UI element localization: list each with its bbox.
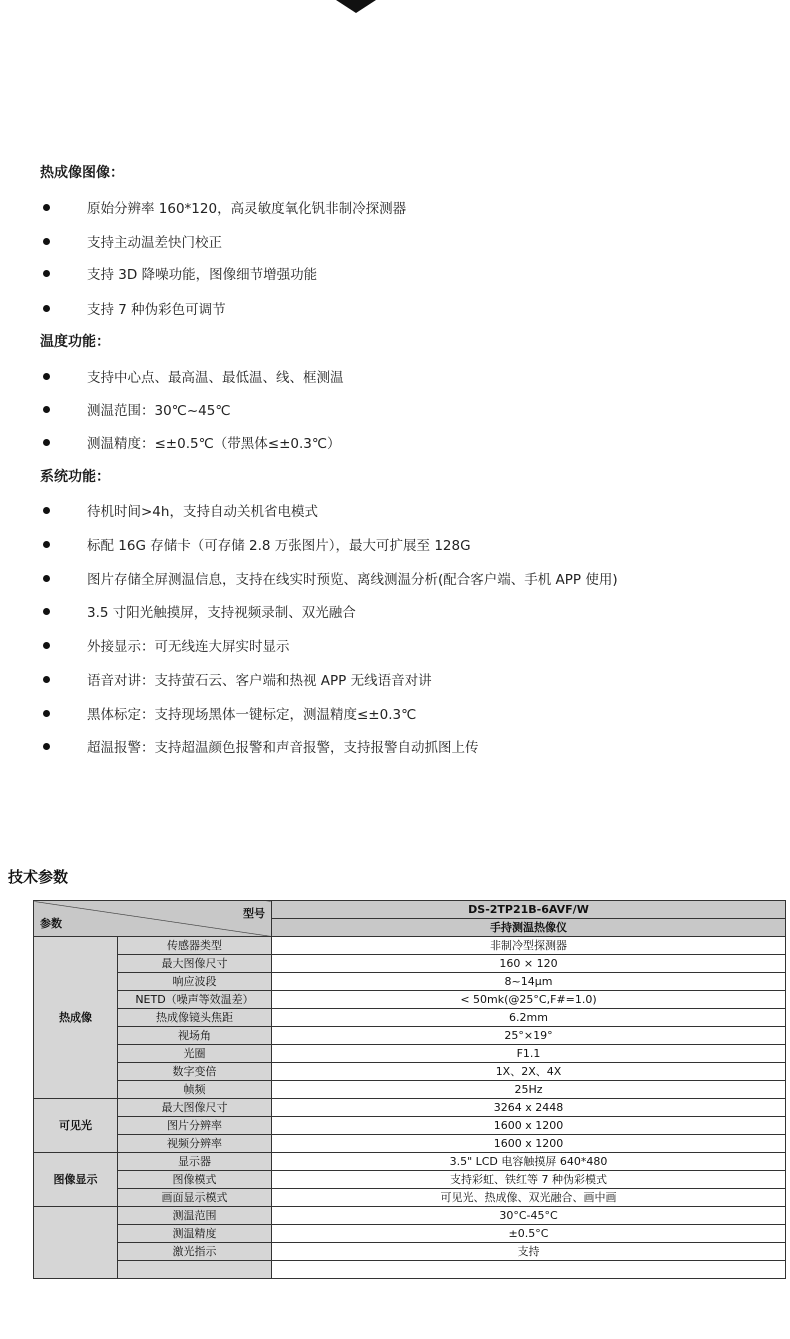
bullet-icon xyxy=(43,406,50,413)
table-row xyxy=(34,1027,786,1045)
spec-label: 光圈 xyxy=(118,1045,272,1063)
table-row xyxy=(34,973,786,991)
spec-label: 视频分辨率 xyxy=(118,1135,272,1153)
spec-label: NETD（噪声等效温差） xyxy=(118,991,272,1009)
spec-label: 视场角 xyxy=(118,1027,272,1045)
spec-label: 响应波段 xyxy=(118,973,272,991)
table-row xyxy=(34,1063,786,1081)
bullet-icon xyxy=(43,439,50,446)
spec-value: 8~14μm xyxy=(272,973,786,991)
spec-value: 支持彩虹、铁红等 7 种伪彩模式 xyxy=(272,1171,786,1189)
spec-label: 最大图像尺寸 xyxy=(118,1099,272,1117)
bullet-icon xyxy=(43,541,50,548)
bullet-icon xyxy=(43,608,50,615)
table-row xyxy=(34,1081,786,1099)
tech-spec-title: 技术参数 xyxy=(8,868,69,886)
bullet-icon xyxy=(43,305,50,312)
product-name: 手持测温热像仪 xyxy=(272,919,786,937)
table-row xyxy=(34,1189,786,1207)
list-item: 标配 16G 存储卡（可存储 2.8 万张图片），最大可扩展至 128G xyxy=(40,534,471,554)
spec-value: F1.1 xyxy=(272,1045,786,1063)
table-row xyxy=(34,1135,786,1153)
list-item: 原始分辨率 160*120，高灵敏度氧化钒非制冷探测器 xyxy=(40,197,406,217)
list-item: 支持 3D 降噪功能，图像细节增强功能 xyxy=(40,263,317,283)
bullet-icon xyxy=(43,642,50,649)
group-visible: 可见光 xyxy=(34,1099,118,1153)
model-number: DS-2TP21B-6AVF/W xyxy=(272,901,786,919)
list-item: 支持主动温差快门校正 xyxy=(40,231,222,251)
group-temperature xyxy=(34,1207,118,1279)
list-item: 支持 7 种伪彩色可调节 xyxy=(40,298,226,318)
spec-value: 160 × 120 xyxy=(272,955,786,973)
list-item: 语音对讲：支持萤石云、客户端和热视 APP 无线语音对讲 xyxy=(40,669,432,689)
table-row xyxy=(34,1099,786,1117)
spec-label: 画面显示模式 xyxy=(118,1189,272,1207)
corner-model-label: 型号 xyxy=(243,907,265,920)
spec-label: 显示器 xyxy=(118,1153,272,1171)
spec-value: 25Hz xyxy=(272,1081,786,1099)
table-row xyxy=(34,991,786,1009)
spec-value: 1600 x 1200 xyxy=(272,1135,786,1153)
top-image-fragment xyxy=(336,0,376,13)
spec-value: 30°C-45°C xyxy=(272,1207,786,1225)
spec-value xyxy=(272,1261,786,1279)
spec-value: 25°×19° xyxy=(272,1027,786,1045)
spec-label: 最大图像尺寸 xyxy=(118,955,272,973)
bullet-icon xyxy=(43,676,50,683)
spec-label: 图片分辨率 xyxy=(118,1117,272,1135)
list-item: 测温精度：≤±0.5℃（带黑体≤±0.3℃） xyxy=(40,432,341,452)
spec-value: 支持 xyxy=(272,1243,786,1261)
bullet-icon xyxy=(43,507,50,514)
spec-label: 热成像镜头焦距 xyxy=(118,1009,272,1027)
bullet-icon xyxy=(43,373,50,380)
spec-value: 1X、2X、4X xyxy=(272,1063,786,1081)
table-row xyxy=(34,1207,786,1225)
section-title-system: 系统功能： xyxy=(40,469,110,485)
corner-param-label: 参数 xyxy=(40,917,62,930)
spec-value: 6.2mm xyxy=(272,1009,786,1027)
spec-label: 测温范围 xyxy=(118,1207,272,1225)
spec-label: 传感器类型 xyxy=(118,937,272,955)
table-corner-header xyxy=(34,901,272,937)
bullet-icon xyxy=(43,238,50,245)
spec-label xyxy=(118,1261,272,1279)
table-row xyxy=(34,1117,786,1135)
group-thermal: 热成像 xyxy=(34,937,118,1099)
table-row xyxy=(34,937,786,955)
table-row xyxy=(34,1045,786,1063)
bullet-icon xyxy=(43,575,50,582)
list-item: 外接显示：可无线连大屏实时显示 xyxy=(40,635,290,655)
table-row xyxy=(34,1171,786,1189)
spec-label: 图像模式 xyxy=(118,1171,272,1189)
bullet-icon xyxy=(43,204,50,211)
list-item: 待机时间>4h，支持自动关机省电模式 xyxy=(40,500,318,520)
spec-value: 3264 x 2448 xyxy=(272,1099,786,1117)
table-row xyxy=(34,1261,786,1279)
table-row xyxy=(34,1243,786,1261)
spec-table xyxy=(33,900,786,1279)
table-row xyxy=(34,1153,786,1171)
spec-value: 非制冷型探测器 xyxy=(272,937,786,955)
list-item: 图片存储全屏测温信息，支持在线实时预览、离线测温分析(配合客户端、手机 APP 使用) xyxy=(40,568,618,588)
table-row xyxy=(34,1009,786,1027)
spec-label: 帧频 xyxy=(118,1081,272,1099)
spec-label: 测温精度 xyxy=(118,1225,272,1243)
spec-value: 可见光、热成像、双光融合、画中画 xyxy=(272,1189,786,1207)
spec-value: 1600 x 1200 xyxy=(272,1117,786,1135)
spec-label: 数字变倍 xyxy=(118,1063,272,1081)
spec-label: 激光指示 xyxy=(118,1243,272,1261)
bullet-icon xyxy=(43,710,50,717)
bullet-icon xyxy=(43,270,50,277)
bullet-icon xyxy=(43,743,50,750)
spec-value: ±0.5°C xyxy=(272,1225,786,1243)
group-display: 图像显示 xyxy=(34,1153,118,1207)
list-item: 黑体标定：支持现场黑体一键标定，测温精度≤±0.3℃ xyxy=(40,703,416,723)
spec-value: 3.5" LCD 电容触摸屏 640*480 xyxy=(272,1153,786,1171)
section-title-temperature: 温度功能： xyxy=(40,334,110,350)
spec-value: < 50mk(@25°C,F#=1.0) xyxy=(272,991,786,1009)
section-title-thermal: 热成像图像： xyxy=(40,165,124,181)
list-item: 超温报警：支持超温颜色报警和声音报警，支持报警自动抓图上传 xyxy=(40,736,479,756)
table-row xyxy=(34,1225,786,1243)
list-item: 3.5 寸阳光触摸屏，支持视频录制、双光融合 xyxy=(40,601,356,621)
table-row xyxy=(34,955,786,973)
list-item: 支持中心点、最高温、最低温、线、框测温 xyxy=(40,366,344,386)
list-item: 测温范围：30℃~45℃ xyxy=(40,399,231,419)
